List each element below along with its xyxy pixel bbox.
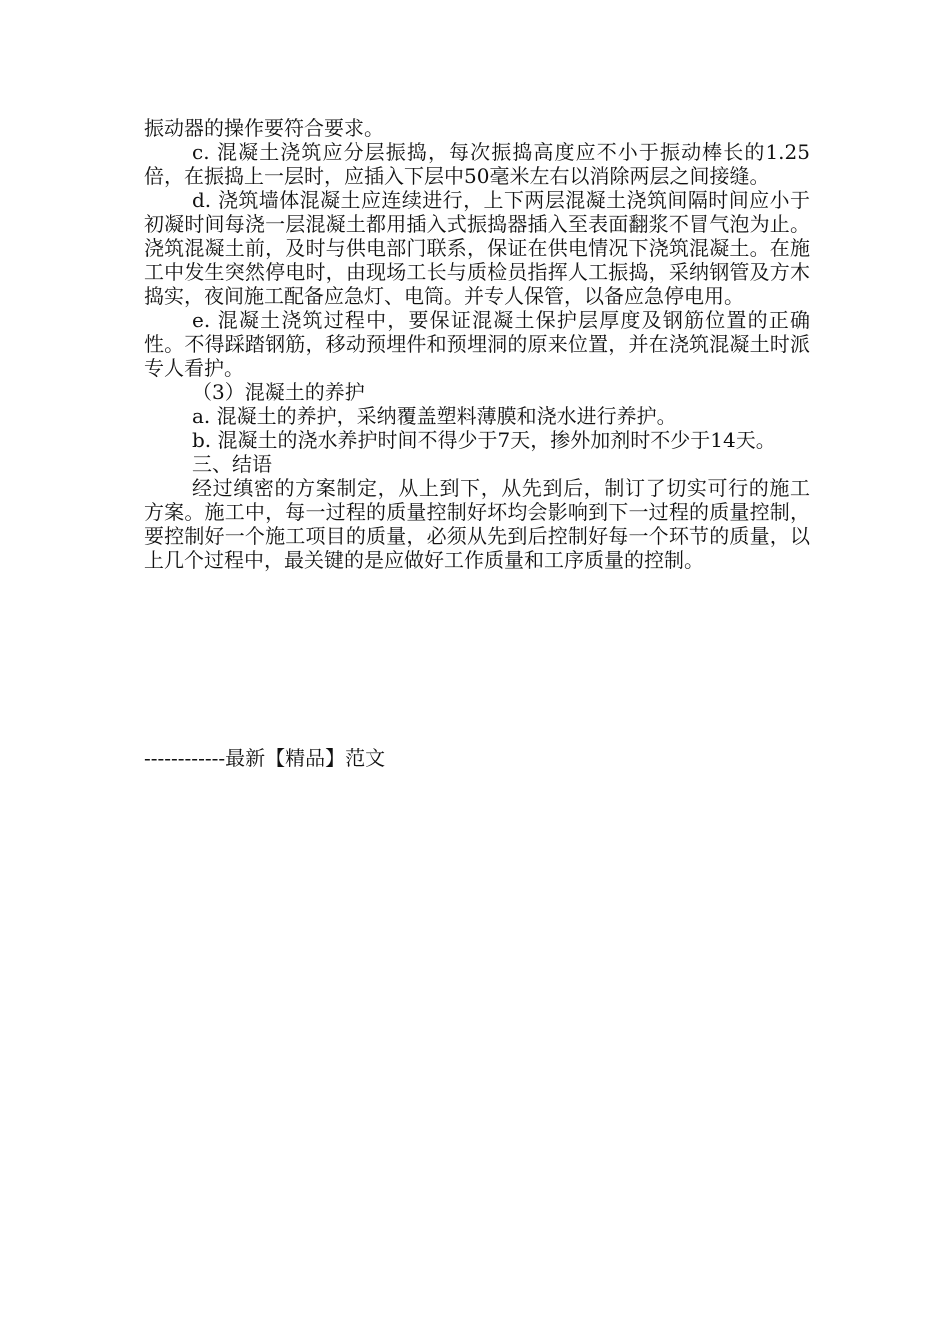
paragraph: 振动器的操作要符合要求。 (144, 116, 384, 140)
paragraph: d. 浇筑墙体混凝土应连续进行，上下两层混凝土浇筑间隔时间应小于初凝时间每浇一层混凝土都用插入式振捣器插入至表面翻浆不冒气泡为止。浇筑混凝土前，及时与供电部门联系，保证在供电情况下浇筑混凝土。在施工中发生突然停电时，由现场工长与质检员指挥人工振捣，采纳钢管及方木捣实，夜间施工配备应急灯、电筒。并专人保管，以备应急停电用。 (144, 188, 810, 308)
paragraph: a. 混凝土的养护，采纳覆盖塑料薄膜和浇水进行养护。 (192, 404, 677, 428)
paragraph: 经过缜密的方案制定，从上到下，从先到后，制订了切实可行的施工方案。施工中，每一过程的质量控制好坏均会影响到下一过程的质量控制，要控制好一个施工项目的质量，必须从先到后控制好每一个环节的质量，以上几个过程中，最关键的是应做好工作质量和工序质量的控制。 (144, 476, 810, 572)
paragraph: b. 混凝土的浇水养护时间不得少于7天，掺外加剂时不少于14天。 (192, 428, 776, 452)
document-body (144, 116, 810, 572)
paragraph: c. 混凝土浇筑应分层振捣，每次振捣高度应不小于振动棒长的1.25倍，在振捣上一层时，应插入下层中50毫米左右以消除两层之间接缝。 (144, 140, 810, 188)
section-heading: （3）混凝土的养护 (192, 380, 365, 404)
paragraph: e. 混凝土浇筑过程中，要保证混凝土保护层厚度及钢筋位置的正确性。不得踩踏钢筋，移动预埋件和预埋洞的原来位置，并在浇筑混凝土时派专人看护。 (144, 308, 810, 380)
section-heading: 三、结语 (192, 452, 272, 476)
footer-text: ------------最新【精品】范文 (144, 746, 386, 770)
